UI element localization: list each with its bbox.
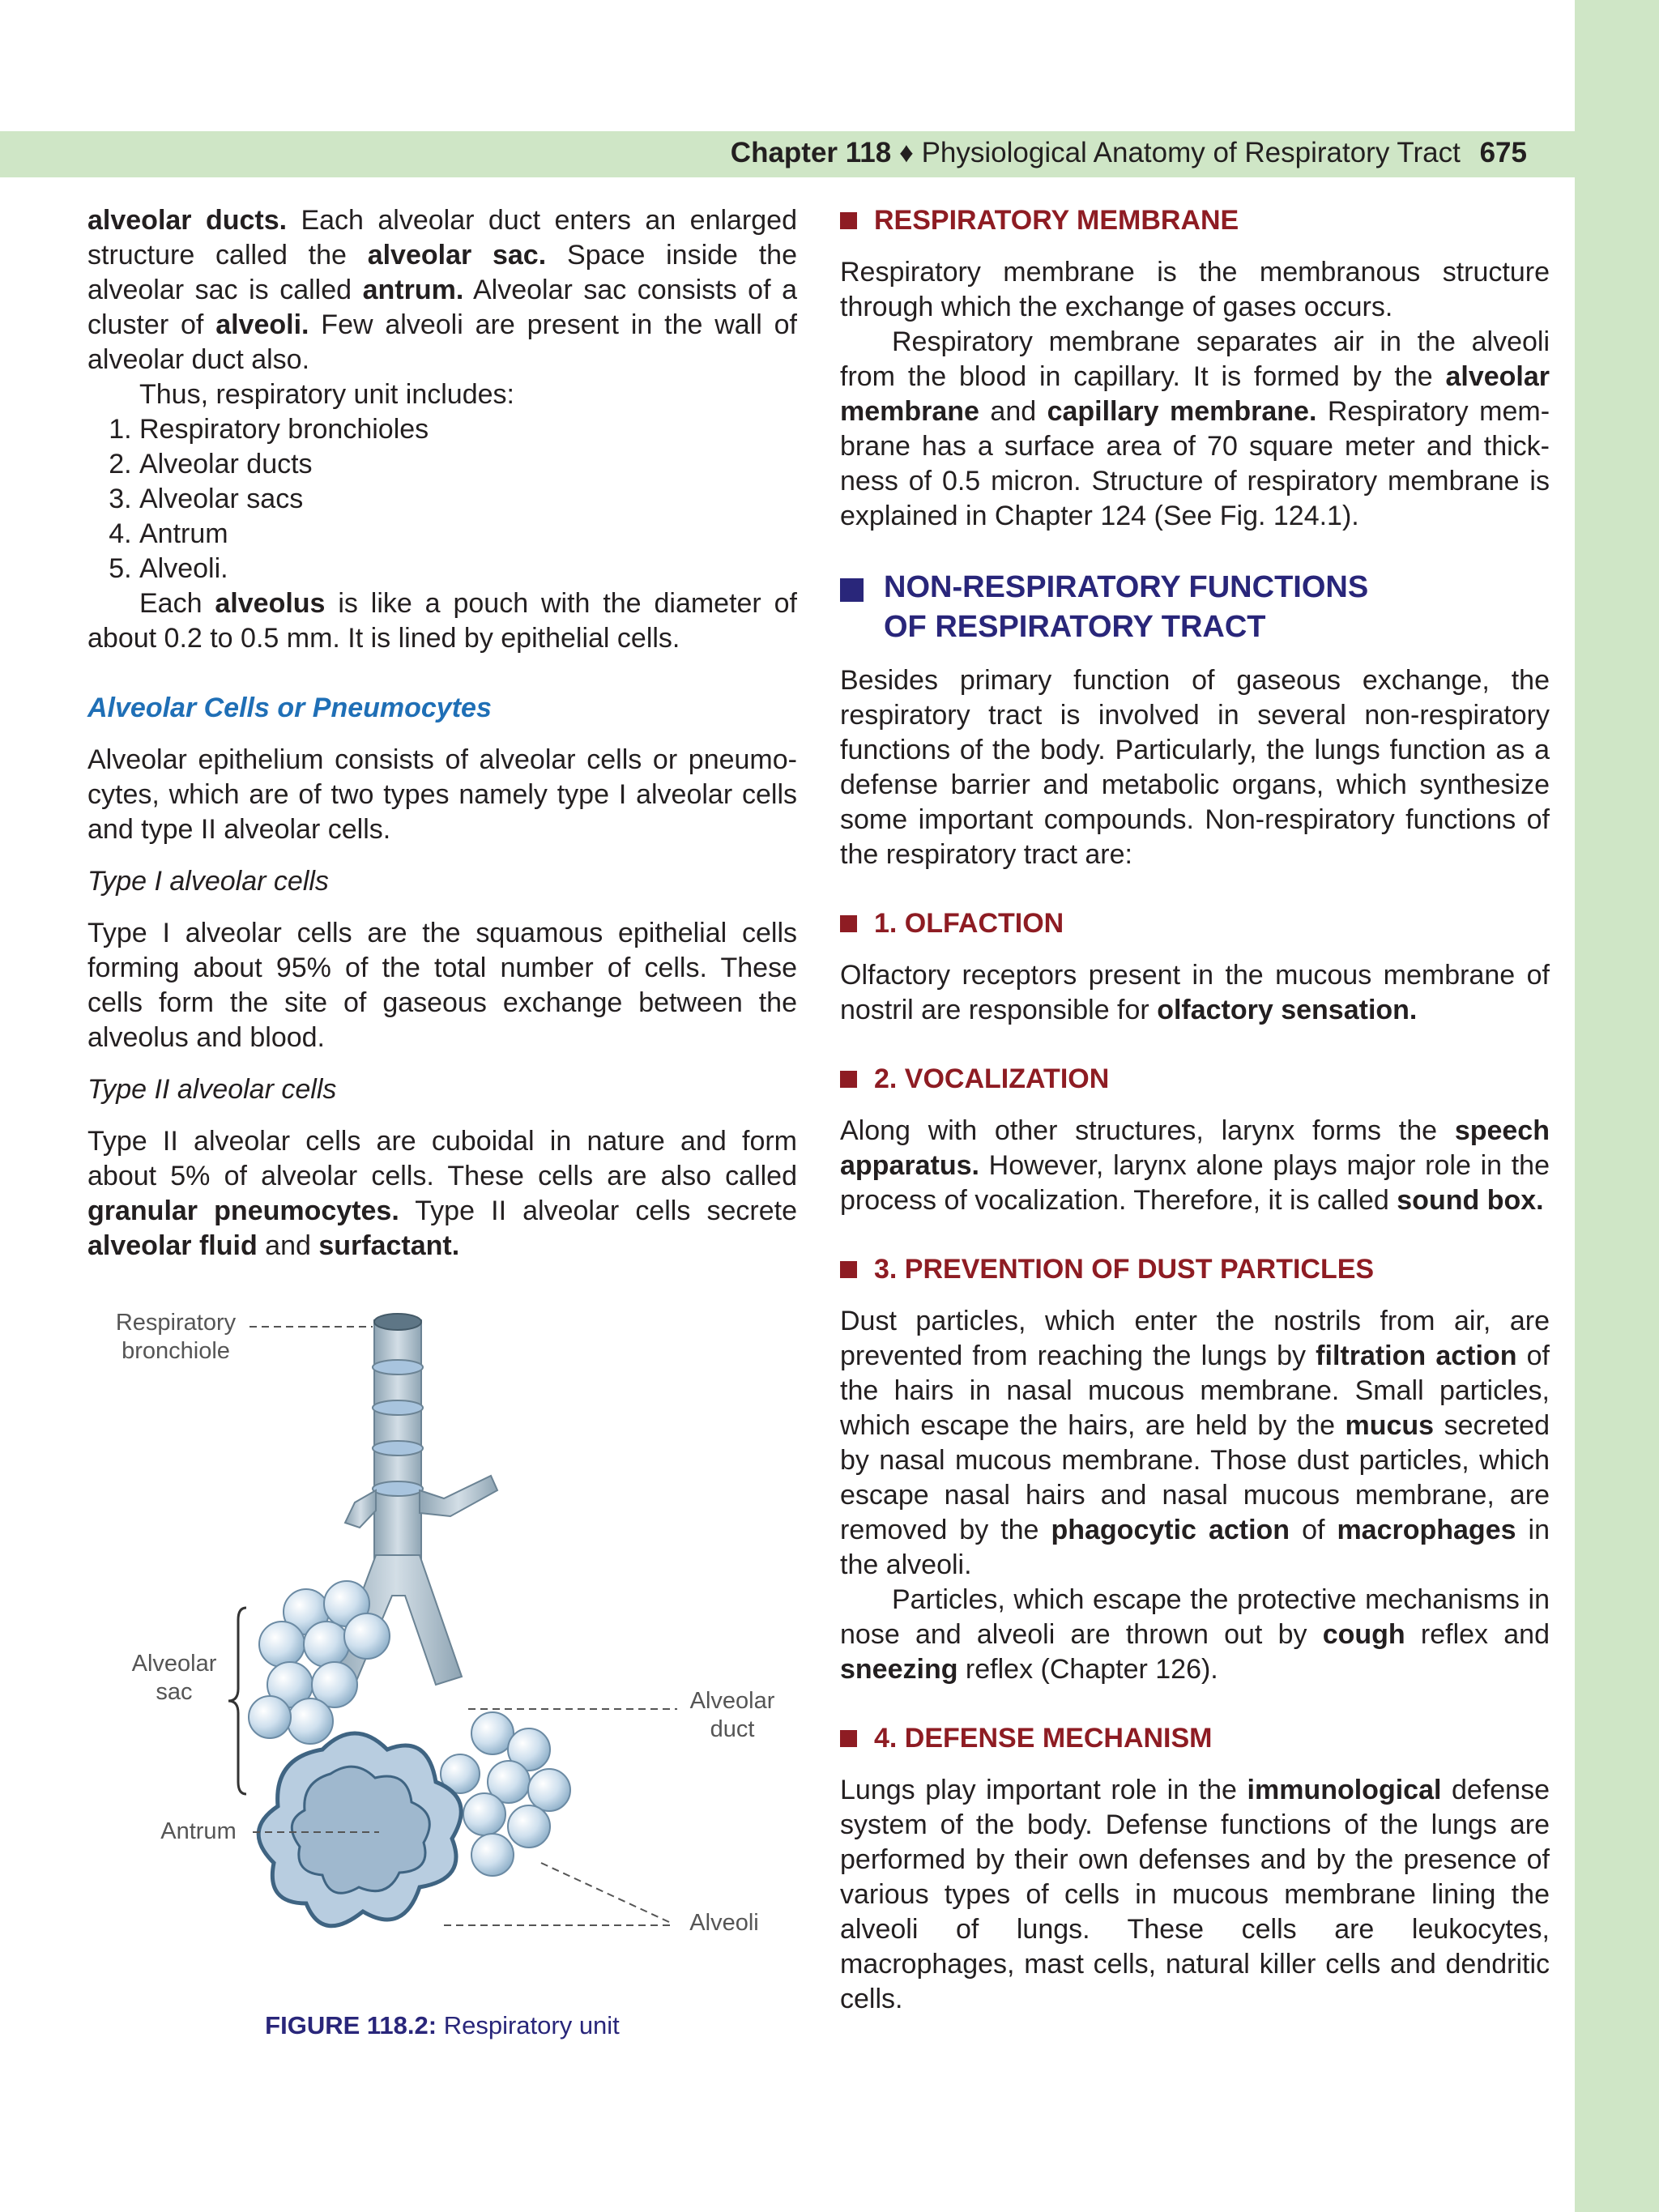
- side-band: [1575, 0, 1659, 2212]
- paragraph-defense: Lungs play important role in the immunological defense system of the body. Defense functions of the lungs are performed by their own defenses and by the presence of various types of cells in mucous membrane lining the alveoli of lungs. These cells are leukocytes, macrophages, mast cells, natural killer cells and dendritic cells.: [840, 1775, 1550, 2014]
- bullet-square-icon: [840, 1071, 857, 1088]
- heading-vocalization: 2. VOCALIZATION: [840, 1062, 1550, 1097]
- paragraph-olfaction: Olfactory receptors present in the mucous membrane of nostril are responsible for olfactory sensation.: [840, 960, 1550, 1025]
- chapter-title: Physiological Anatomy of Respiratory Tract: [921, 137, 1461, 168]
- left-column: [87, 203, 797, 1264]
- bullet-square-icon: [840, 578, 864, 602]
- label-alveoli: Alveoli: [689, 1910, 759, 1936]
- paragraph-alveolar-ducts: alveolar ducts. Each alveolar duct enters an enlarged structure called the alveolar sac. Space inside the alveolar sac is called antrum. Alveolar sac consists of a cluster of alveoli. Few alveoli are present in the wall of alveolar duct also.: [87, 205, 798, 375]
- paragraph-dust-1: Dust particles, which enter the nostrils from air, are prevented from reaching the lungs by filtration action of the hairs in nasal mucous membrane. Small particles, which escape the hairs, are held by the mucus secreted by nasal mucous membrane. Those dust particles, which escape nasal hairs and nasal mucous membrane, are removed by the phagocytic action of macrophages in the alveoli.: [840, 1306, 1550, 1580]
- heading-defense-mechanism: 4. DEFENSE MECHANISM: [840, 1721, 1550, 1756]
- alveoli-cluster-right: [441, 1712, 570, 1876]
- separator-diamond: ♦: [898, 137, 914, 168]
- paragraph-vocalization: Along with other structures, larynx forms the speech apparatus. However, larynx alone plays major role in the process of vocalization. Therefore, it is called sound box.: [840, 1115, 1550, 1216]
- paragraph-membrane-structure: Respiratory membrane separates air in the alveoli from the blood in capillary. It is formed by the alveolar membrane and capillary membrane. Respiratory membrane has a surface area of 70 square meter and thickness of 0.5 micron. Structure of respiratory membrane is explained in Chapter 124 (See Fig. 124.1).: [840, 326, 1550, 531]
- alveolar-sac-bracket: [228, 1608, 246, 1794]
- list-item: 3. Alveolar sacs: [139, 482, 797, 517]
- heading-olfaction: 1. OLFACTION: [840, 906, 1550, 941]
- bullet-square-icon: [840, 1730, 857, 1747]
- list-item: 2. Alveolar ducts: [139, 447, 797, 482]
- respiratory-unit-figure: [87, 1296, 797, 1968]
- bullet-square-icon: [840, 1261, 857, 1278]
- paragraph-type-2: Type II alveolar cells are cuboidal in nature and form about 5% of alveolar cells. These cells are also called granular pneumocytes. Type II alveolar cells secrete alveolar fluid and surfactant.: [87, 1126, 797, 1261]
- subheading-alveolar-cells: Alveolar Cells or Pneumocytes: [87, 693, 492, 723]
- paragraph-non-respiratory: Besides primary function of gaseous exchange, the respiratory tract is involved in several non-respiratory functions of the body. Particularly, the lungs function as a defense barrier and metabolic organs, which synthesize some important compounds. Non-respiratory functions of the respiratory tract are:: [840, 665, 1550, 870]
- paragraph-alveolar-epithelium: Alveolar epithelium consists of alveolar cells or pneumocytes, which are of two types namely type I alveolar cells and type II alveolar cells.: [87, 744, 797, 845]
- list-item: 4. Antrum: [139, 517, 797, 552]
- paragraph-alveolus: Each alveolus is like a pouch with the diameter of about 0.2 to 0.5 mm. It is lined by epithelial cells.: [87, 588, 797, 654]
- paragraph-unit-includes: Thus, respiratory unit includes:: [139, 379, 514, 410]
- bullet-square-icon: [840, 915, 857, 932]
- list-item: 5. Alveoli.: [139, 552, 797, 586]
- chapter-number: Chapter 118: [730, 137, 892, 168]
- list-item: 1. Respiratory bronchioles: [139, 412, 797, 447]
- figure-caption: FIGURE 118.2: Respiratory unit: [265, 2011, 620, 2039]
- label-alveolar-duct: Alveolar duct: [689, 1688, 775, 1742]
- subheading-type-2: Type II alveolar cells: [87, 1074, 337, 1105]
- label-alveolar-sac: Alveolar sac: [131, 1651, 217, 1705]
- label-antrum: Antrum: [160, 1818, 237, 1844]
- heading-respiratory-membrane: RESPIRATORY MEMBRANE: [840, 203, 1550, 238]
- respiratory-unit-illustration: [87, 1296, 797, 1968]
- bullet-square-icon: [840, 212, 857, 229]
- right-column: [840, 203, 1550, 2017]
- respiratory-unit-list: [87, 412, 797, 586]
- heading-non-respiratory: NON-RESPIRATORY FUNCTIONS OF RESPIRATORY TRACT: [840, 568, 1550, 647]
- paragraph-type-1: Type I alveolar cells are the squamous epithelial cells forming about 95% of the total number of cells. These cells form the site of gaseous exchange between the alveolus and blood.: [87, 918, 797, 1053]
- heading-dust-particles: 3. PREVENTION OF DUST PARTICLES: [840, 1252, 1550, 1287]
- page-number: 675: [1479, 137, 1527, 168]
- paragraph-membrane-definition: Respiratory membrane is the membranous structure through which the exchange of gases occurs.: [840, 257, 1550, 322]
- running-header: [731, 137, 1527, 169]
- paragraph-dust-2: Particles, which escape the protective mechanisms in nose and alveoli are thrown out by cough reflex and sneezing reflex (Chapter 126).: [840, 1584, 1550, 1685]
- alveolar-sac-cluster: [249, 1581, 390, 1744]
- label-respiratory-bronchiole: Respiratory bronchiole: [115, 1310, 237, 1364]
- antrum-sac: [258, 1733, 461, 1926]
- subheading-type-1: Type I alveolar cells: [87, 866, 329, 897]
